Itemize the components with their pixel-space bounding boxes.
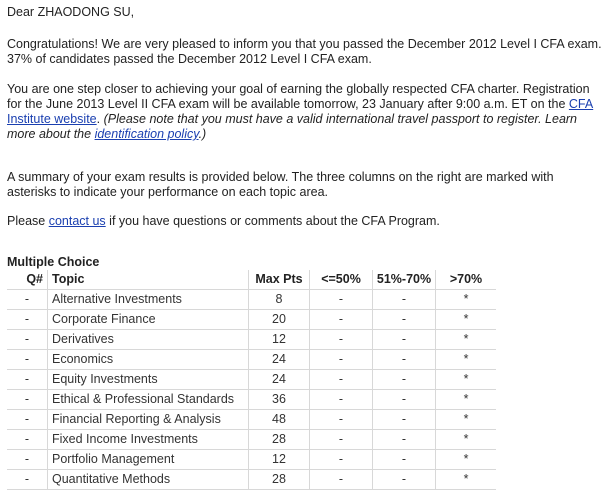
row-low: - — [310, 310, 373, 330]
row-topic: Portfolio Management — [48, 450, 249, 470]
cfa-institute-website-link[interactable]: CFA Institute website — [7, 97, 594, 126]
header-high: >70% — [436, 270, 497, 290]
header-topic: Topic — [48, 270, 249, 290]
row-mid: - — [373, 450, 436, 470]
row-mid: - — [373, 370, 436, 390]
header-q: Q# — [7, 270, 48, 290]
row-max-pts: 48 — [249, 410, 310, 430]
contact-paragraph — [7, 214, 606, 229]
section-title-multiple-choice: Multiple Choice — [7, 255, 100, 269]
row-low: - — [310, 410, 373, 430]
row-q: - — [7, 390, 48, 410]
row-topic: Economics — [48, 350, 249, 370]
table-header-row — [7, 270, 496, 290]
row-q: - — [7, 450, 48, 470]
row-high: * — [436, 290, 497, 310]
row-mid: - — [373, 410, 436, 430]
contact-us-link[interactable]: contact us — [48, 214, 106, 228]
row-mid: - — [373, 470, 436, 490]
row-max-pts: 24 — [249, 350, 310, 370]
row-q: - — [7, 330, 48, 350]
row-topic: Derivatives — [48, 330, 249, 350]
row-topic: Equity Investments — [48, 370, 249, 390]
greeting: Dear ZHAODONG SU, — [7, 5, 135, 19]
identification-policy-link[interactable]: identification policy — [94, 127, 199, 141]
table-row — [7, 290, 496, 310]
row-low: - — [310, 290, 373, 310]
row-topic: Corporate Finance — [48, 310, 249, 330]
row-q: - — [7, 370, 48, 390]
row-mid: - — [373, 310, 436, 330]
row-high: * — [436, 390, 497, 410]
row-q: - — [7, 350, 48, 370]
table-row — [7, 410, 496, 430]
summary-paragraph: A summary of your exam results is provided below. The three columns on the right are marked with asterisks to indicate your performance on each topic area. — [7, 170, 554, 199]
row-mid: - — [373, 330, 436, 350]
table-row — [7, 430, 496, 450]
row-max-pts: 28 — [249, 470, 310, 490]
row-q: - — [7, 470, 48, 490]
row-high: * — [436, 370, 497, 390]
row-max-pts: 28 — [249, 430, 310, 450]
header-max-pts: Max Pts — [249, 270, 310, 290]
row-mid: - — [373, 390, 436, 410]
row-low: - — [310, 430, 373, 450]
row-mid: - — [373, 290, 436, 310]
next-step-text: You are one step closer to achieving your goal of earning the globally respected CFA charter. Registration for the June 2013 Level II CFA exam will be available tomorrow, 23 January after 9:00 a.m. ET on the — [7, 82, 590, 111]
row-max-pts: 36 — [249, 390, 310, 410]
row-max-pts: 8 — [249, 290, 310, 310]
row-high: * — [436, 410, 497, 430]
row-high: * — [436, 310, 497, 330]
passport-note-text: (Please note that you must have a valid international travel passport to register. Learn more about the — [7, 112, 578, 141]
next-step-text-after-link: . — [96, 112, 104, 126]
next-step-paragraph — [7, 82, 606, 142]
row-low: - — [310, 350, 373, 370]
table-row — [7, 330, 496, 350]
row-topic: Quantitative Methods — [48, 470, 249, 490]
table-row — [7, 450, 496, 470]
row-mid: - — [373, 430, 436, 450]
passport-note-end: .) — [198, 127, 207, 141]
row-high: * — [436, 330, 497, 350]
contact-text-before: Please — [7, 214, 49, 228]
table-row — [7, 310, 496, 330]
row-high: * — [436, 450, 497, 470]
row-topic: Ethical & Professional Standards — [48, 390, 249, 410]
header-mid: 51%-70% — [373, 270, 436, 290]
table-row — [7, 390, 496, 410]
row-q: - — [7, 410, 48, 430]
row-q: - — [7, 430, 48, 450]
contact-text-after: if you have questions or comments about the CFA Program. — [105, 214, 440, 228]
row-low: - — [310, 390, 373, 410]
row-topic: Financial Reporting & Analysis — [48, 410, 249, 430]
row-low: - — [310, 470, 373, 490]
row-q: - — [7, 310, 48, 330]
row-mid: - — [373, 350, 436, 370]
row-high: * — [436, 470, 497, 490]
row-max-pts: 12 — [249, 450, 310, 470]
table-row — [7, 370, 496, 390]
row-high: * — [436, 350, 497, 370]
row-low: - — [310, 370, 373, 390]
row-low: - — [310, 330, 373, 350]
table-row — [7, 470, 496, 490]
row-q: - — [7, 290, 48, 310]
row-max-pts: 20 — [249, 310, 310, 330]
header-low: <=50% — [310, 270, 373, 290]
row-low: - — [310, 450, 373, 470]
row-max-pts: 12 — [249, 330, 310, 350]
row-topic: Fixed Income Investments — [48, 430, 249, 450]
congratulations-paragraph: Congratulations! We are very pleased to inform you that you passed the December 2012 Level I CFA exam. 37% of candidates passed the December 2012 Level I CFA exam. — [7, 37, 602, 66]
row-high: * — [436, 430, 497, 450]
results-table — [7, 270, 496, 490]
row-max-pts: 24 — [249, 370, 310, 390]
row-topic: Alternative Investments — [48, 290, 249, 310]
table-row — [7, 350, 496, 370]
